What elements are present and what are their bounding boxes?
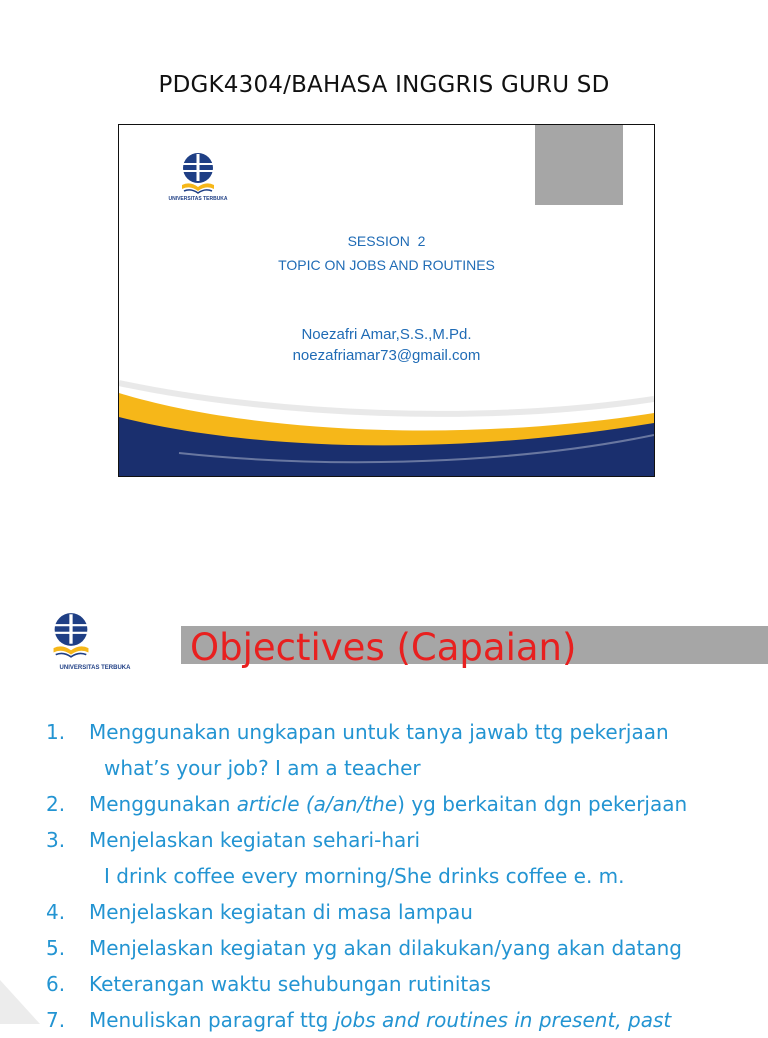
- corner-shade-decoration: [0, 980, 40, 1024]
- author-email: noezafriamar73@gmail.com: [292, 347, 481, 364]
- university-emblem-icon: [50, 611, 92, 659]
- list-item: 3. Menjelaskan kegiatan sehari-hari: [46, 828, 421, 852]
- list-item-example: what’s your job? I am a teacher: [104, 756, 421, 780]
- list-item: 5. Menjelaskan kegiatan yg akan dilakukan/yang akan datang: [46, 936, 682, 960]
- list-item: 1. Menggunakan ungkapan untuk tanya jawab ttg pekerjaan: [46, 720, 669, 744]
- topic-label: TOPIC ON JOBS AND ROUTINES: [278, 257, 495, 273]
- list-item: 6. Keterangan waktu sehubungan rutinitas: [46, 972, 491, 996]
- list-item: 4. Menjelaskan kegiatan di masa lampau: [46, 900, 473, 924]
- footer-wave-decoration: [119, 375, 654, 476]
- author-name: Noezafri Amar,S.S.,M.Pd.: [301, 326, 472, 343]
- grey-accent-block: [535, 125, 623, 205]
- list-item: 7. Menuliskan paragraf ttg jobs and routines in present, past: [46, 1008, 672, 1032]
- session-label: SESSION 2: [347, 233, 426, 249]
- title-slide: [118, 124, 655, 477]
- university-logo: [163, 151, 233, 202]
- objectives-title: Objectives (Capaian): [190, 626, 577, 669]
- objectives-university-logo: [50, 611, 140, 671]
- list-item-example: I drink coffee every morning/She drinks coffee e. m.: [104, 864, 625, 888]
- logo-caption: UNIVERSITAS TERBUKA: [59, 665, 131, 671]
- university-emblem-icon: [180, 151, 216, 195]
- document-title: PDGK4304/BAHASA INGGRIS GURU SD: [158, 72, 610, 98]
- logo-caption: UNIVERSITAS TERBUKA: [168, 196, 228, 202]
- objectives-list: [46, 714, 687, 1038]
- list-item: 2. Menggunakan article (a/an/the) yg berkaitan dgn pekerjaan: [46, 792, 688, 816]
